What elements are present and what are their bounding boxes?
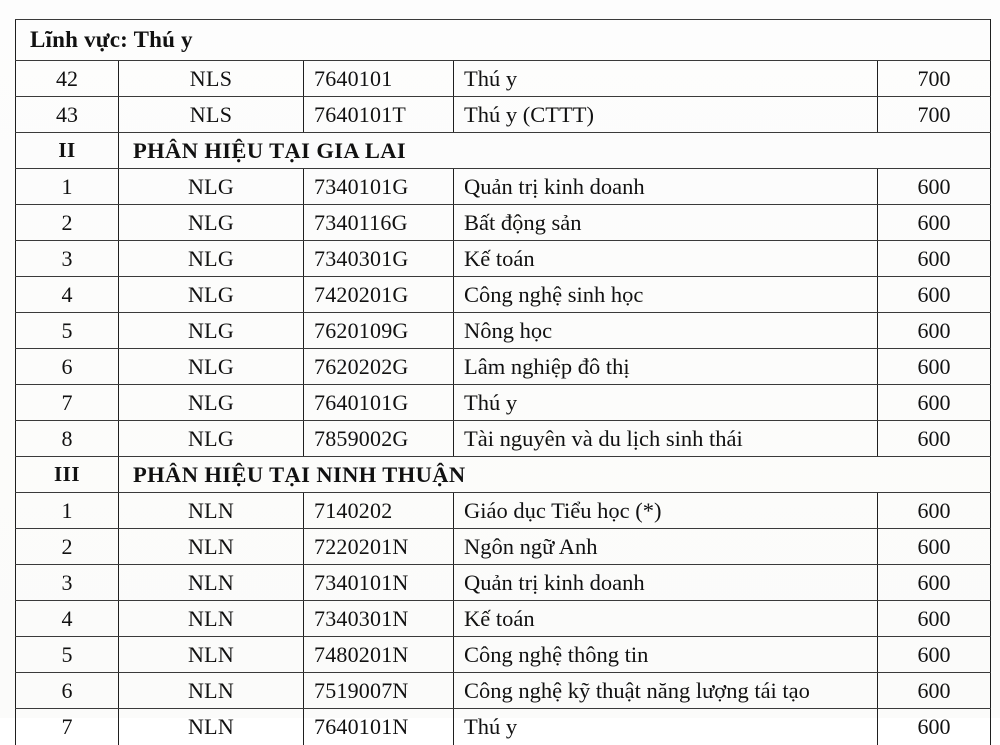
admission-code: 7640101 [304, 61, 454, 97]
admission-code: 7519007N [304, 673, 454, 709]
tuition-fee: 600 [878, 385, 991, 421]
row-index: 3 [16, 241, 119, 277]
admission-code: 7640101T [304, 97, 454, 133]
major-code: NLN [119, 709, 304, 745]
tuition-fee: 600 [878, 313, 991, 349]
row-index: 7 [16, 709, 119, 745]
admission-code: 7620109G [304, 313, 454, 349]
admission-code: 7340301G [304, 241, 454, 277]
row-index: 1 [16, 493, 119, 529]
admission-code: 7340116G [304, 205, 454, 241]
tuition-fee: 600 [878, 565, 991, 601]
program-name: Quản trị kinh doanh [454, 565, 878, 601]
table-body [16, 20, 991, 745]
row-index: 4 [16, 601, 119, 637]
admission-code: 7140202 [304, 493, 454, 529]
major-code: NLS [119, 61, 304, 97]
admission-code: 7340101N [304, 565, 454, 601]
row-index: 3 [16, 565, 119, 601]
major-code: NLG [119, 205, 304, 241]
tuition-fee: 600 [878, 493, 991, 529]
major-code: NLG [119, 349, 304, 385]
tuition-fee: 700 [878, 61, 991, 97]
program-name: Quản trị kinh doanh [454, 169, 878, 205]
tuition-fee: 600 [878, 169, 991, 205]
row-index: 42 [16, 61, 119, 97]
row-index: 2 [16, 205, 119, 241]
row-index: 2 [16, 529, 119, 565]
major-code: NLG [119, 385, 304, 421]
admission-table [15, 19, 991, 745]
tuition-fee: 700 [878, 97, 991, 133]
admission-code: 7420201G [304, 277, 454, 313]
program-name: Kế toán [454, 601, 878, 637]
table-row [16, 241, 991, 277]
table-row [16, 673, 991, 709]
table-row [16, 97, 991, 133]
row-index: 5 [16, 313, 119, 349]
program-name: Kế toán [454, 241, 878, 277]
page-title: Lĩnh vực: Thú y [16, 20, 991, 61]
section-header-row [16, 457, 991, 493]
program-name: Thú y [454, 61, 878, 97]
table-row [16, 601, 991, 637]
table-row [16, 637, 991, 673]
program-name: Công nghệ kỹ thuật năng lượng tái tạo [454, 673, 878, 709]
section-index: II [16, 133, 119, 169]
major-code: NLN [119, 673, 304, 709]
major-code: NLG [119, 169, 304, 205]
program-name: Tài nguyên và du lịch sinh thái [454, 421, 878, 457]
tuition-fee: 600 [878, 529, 991, 565]
tuition-fee: 600 [878, 241, 991, 277]
program-name: Thú y [454, 709, 878, 745]
tuition-fee: 600 [878, 421, 991, 457]
section-title: PHÂN HIỆU TẠI NINH THUẬN [119, 457, 991, 493]
table-row [16, 421, 991, 457]
table-row [16, 385, 991, 421]
table-row [16, 205, 991, 241]
major-code: NLS [119, 97, 304, 133]
admission-code: 7620202G [304, 349, 454, 385]
row-index: 8 [16, 421, 119, 457]
row-index: 6 [16, 673, 119, 709]
program-name: Công nghệ thông tin [454, 637, 878, 673]
admission-code: 7340101G [304, 169, 454, 205]
table-row [16, 313, 991, 349]
admission-code: 7340301N [304, 601, 454, 637]
row-index: 5 [16, 637, 119, 673]
table-row [16, 277, 991, 313]
table-row [16, 169, 991, 205]
admission-code: 7859002G [304, 421, 454, 457]
major-code: NLN [119, 529, 304, 565]
program-name: Nông học [454, 313, 878, 349]
table-row [16, 349, 991, 385]
tuition-fee: 600 [878, 277, 991, 313]
row-index: 6 [16, 349, 119, 385]
table-row [16, 61, 991, 97]
row-index: 4 [16, 277, 119, 313]
major-code: NLG [119, 313, 304, 349]
row-index: 43 [16, 97, 119, 133]
table-row [16, 709, 991, 745]
program-name: Lâm nghiệp đô thị [454, 349, 878, 385]
table-row [16, 493, 991, 529]
admission-code: 7640101G [304, 385, 454, 421]
program-name: Giáo dục Tiểu học (*) [454, 493, 878, 529]
row-index: 1 [16, 169, 119, 205]
tuition-fee: 600 [878, 637, 991, 673]
major-code: NLN [119, 565, 304, 601]
program-name: Thú y [454, 385, 878, 421]
tuition-fee: 600 [878, 205, 991, 241]
tuition-fee: 600 [878, 349, 991, 385]
program-name: Bất động sản [454, 205, 878, 241]
major-code: NLN [119, 637, 304, 673]
major-code: NLG [119, 241, 304, 277]
tuition-fee: 600 [878, 601, 991, 637]
section-title: PHÂN HIỆU TẠI GIA LAI [119, 133, 991, 169]
admission-code: 7640101N [304, 709, 454, 745]
row-index: 7 [16, 385, 119, 421]
table-row [16, 529, 991, 565]
table-title-row [16, 20, 991, 61]
section-index: III [16, 457, 119, 493]
tuition-fee: 600 [878, 709, 991, 745]
major-code: NLG [119, 421, 304, 457]
major-code: NLN [119, 601, 304, 637]
section-header-row [16, 133, 991, 169]
major-code: NLG [119, 277, 304, 313]
program-name: Ngôn ngữ Anh [454, 529, 878, 565]
admission-code: 7480201N [304, 637, 454, 673]
program-name: Thú y (CTTT) [454, 97, 878, 133]
tuition-fee: 600 [878, 673, 991, 709]
program-name: Công nghệ sinh học [454, 277, 878, 313]
major-code: NLN [119, 493, 304, 529]
admission-code: 7220201N [304, 529, 454, 565]
table-row [16, 565, 991, 601]
